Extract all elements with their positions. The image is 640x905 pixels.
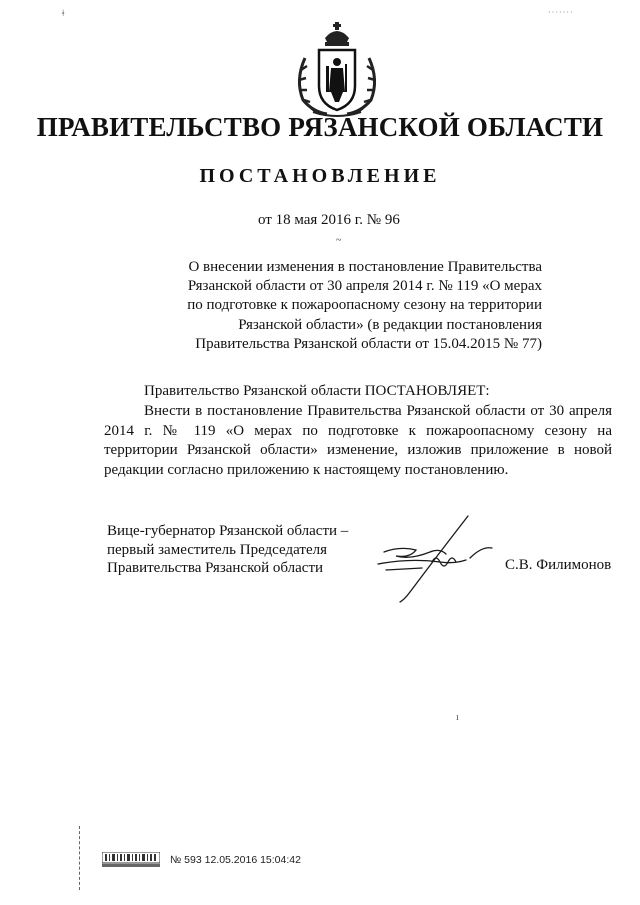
scan-mark: ~ xyxy=(336,235,342,246)
subject-line: О внесении изменения в постановление Правительства xyxy=(188,259,542,275)
document-body xyxy=(104,382,612,481)
body-line: Внести в постановление Правительства Рязанской области от 30 апреля xyxy=(144,402,612,419)
document-date-number: от 18 мая 2016 г. № 96 xyxy=(258,212,400,228)
scan-mark: ǂ xyxy=(62,8,65,18)
subject-line: по подготовке к пожароопасному сезону на территории xyxy=(187,297,542,314)
position-line: Правительства Рязанской области xyxy=(107,560,324,577)
authority-title: ПРАВИТЕЛЬСТВО РЯЗАНСКОЙ ОБЛАСТИ xyxy=(36,112,604,142)
barcode-logo-icon xyxy=(102,852,160,868)
body-line: территории Рязанской области» изменение, изложив приложение в новой xyxy=(104,442,612,459)
document-subject xyxy=(170,258,542,354)
signatory-position xyxy=(107,522,348,578)
coat-of-arms-icon xyxy=(291,20,383,120)
footer-reference: № 593 12.05.2016 15:04:42 xyxy=(170,854,301,866)
document-type: ПОСТАНОВЛЕНИЕ xyxy=(199,165,441,187)
preamble: Правительство Рязанской области ПОСТАНОВЛЯЕТ: xyxy=(144,383,490,399)
handwritten-signature xyxy=(370,512,510,604)
subject-line: Рязанской области» (в редакции постановления xyxy=(238,316,542,333)
scan-mark: ı xyxy=(456,712,459,723)
signatory-name: С.В. Филимонов xyxy=(505,557,612,573)
subject-line: Правительства Рязанской области от 15.04.2015 № 77) xyxy=(195,335,542,352)
scan-mark: ······· xyxy=(548,8,574,17)
subject-line: Рязанской области от 30 апреля 2014 г. № 119 «О мерах xyxy=(187,278,542,295)
position-line: первый заместитель Председателя xyxy=(107,541,327,558)
position-line: Вице-губернатор Рязанской области – xyxy=(107,523,349,539)
body-line: редакции согласно приложению к настоящему постановлению. xyxy=(104,462,509,479)
margin-line xyxy=(79,826,81,890)
body-line: 2014 г. № 119 «О мерах по подготовке к пожароопасному сезону на xyxy=(104,422,612,439)
